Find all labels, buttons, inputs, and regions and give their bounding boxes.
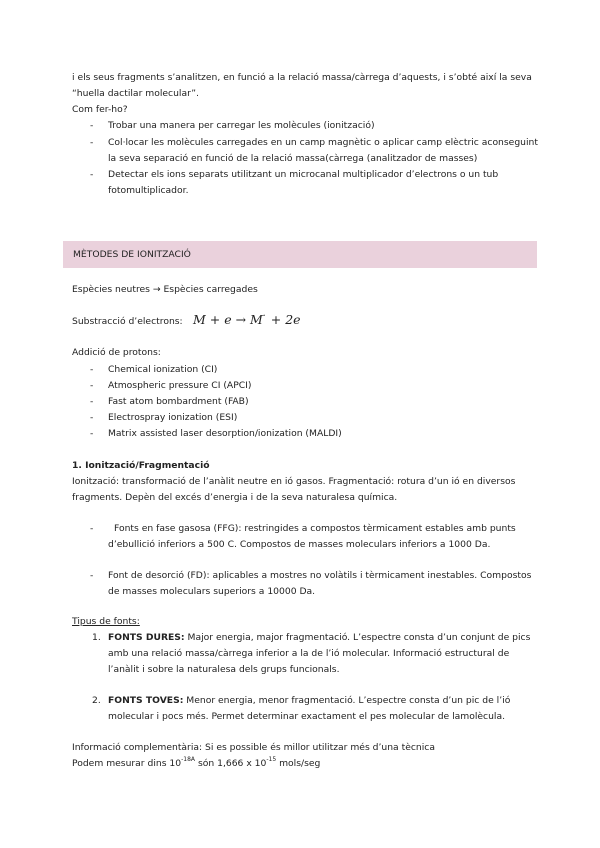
ionization-heading: 1. Ionització/Fragmentació [72,460,210,471]
list-dash: - [90,380,94,391]
fonts-heading: Tipus de fonts: [72,616,140,627]
hard-fonts-line-1: FONTS DURES: Major energia, major fragmentació. L’espectre consta d’un conjunt de pics [108,632,531,643]
list-item-continuation: la seva separació en funció de la relació massa(càrrega (analitzador de masses) [108,153,478,164]
list-dash: - [90,428,94,439]
list-dash: - [90,523,94,534]
hard-number: 1. [92,632,101,643]
list-item: Col·locar les molècules carregades en un camp magnètic o aplicar camp elèctric aconseguint [108,137,538,148]
list-item: Detectar els ions separats utilitzant un microcanal multiplicador d’electrons o un tub [108,169,499,180]
list-dash: - [90,412,94,423]
complementary-info: Informació complementària: Si es possible és millor utilitzar més d’una tècnica [72,742,435,753]
ionization-equation: M + e → M ̇ + 2e [193,312,301,327]
list-item: Electrospray ionization (ESI) [108,412,238,423]
protons-label: Addició de protons: [72,347,161,358]
ionization-para-2: fragments. Depèn del excés d’energia i de la seva naturalesa química. [72,492,398,503]
subtraction-label: Substracció d’electrons: [72,316,183,327]
list-item: Chemical ionization (CI) [108,364,218,375]
exponent: -18A [181,756,196,763]
section-title: MÈTODES DE IONITZACIÓ [73,249,191,260]
section-header [63,241,537,268]
ffg-line-1: Fonts en fase gasosa (FFG): restringides a compostos tèrmicament estables amb punts [114,523,516,534]
fd-line-2: de masses moleculars superiors a 10000 Da. [108,586,316,597]
list-item: Atmospheric pressure CI (APCI) [108,380,252,391]
list-dash: - [90,137,94,148]
intro-line-2: “huella dactilar molecular”. [72,88,199,99]
list-dash: - [90,169,94,180]
ionization-para-1: Ionització: transformació de l’anàlit neutre en ió gasos. Fragmentació: rotura d’un ió en diversos [72,476,516,487]
list-item: Fast atom bombardment (FAB) [108,396,249,407]
list-dash: - [90,396,94,407]
soft-fonts-label: FONTS TOVES: [108,695,184,706]
exponent: -15 [266,756,277,763]
how-question: Com fer-ho? [72,104,128,115]
list-item: Trobar una manera per carregar les molècules (ionització) [108,120,375,131]
soft-fonts-line-1: FONTS TOVES: Menor energia, menor fragmentació. L’espectre consta d’un pic de l’ió [108,695,511,706]
soft-number: 2. [92,695,101,706]
list-dash: - [90,570,94,581]
soft-fonts-line-2: molecular i pocs més. Permet determinar exactament el pes molecular de lamolècula. [108,711,506,722]
measurement-line: Podem mesurar dins $10^{-18A}$ són 1,666 x $10^{-15}$ mols/seg [72,756,321,769]
neutral-species-line: Espècies neutres → Espècies carregades [72,284,258,295]
ffg-line-2: d’ebullició inferiors a 500 C. Compostos de masses moleculars inferiors a 1000 Da. [108,539,491,550]
list-dash: - [90,120,94,131]
intro-line-1: i els seus fragments s’analitzen, en funció a la relació massa/càrrega d’aquests, i s’obté així la seva [72,72,532,83]
hard-fonts-line-2: amb una relació massa/càrrega inferior a la de l’ió molecular. Informació estructural de [108,648,510,659]
list-item: Matrix assisted laser desorption/ionization (MALDI) [108,428,342,439]
list-item-continuation: fotomultiplicador. [108,185,189,196]
hard-fonts-label: FONTS DURES: [108,632,185,643]
list-dash: - [90,364,94,375]
fd-line-1: Font de desorció (FD): aplicables a mostres no volàtils i tèrmicament inestables. Compostos [108,570,532,581]
hard-fonts-line-3: l’anàlit i sobre la naturalesa dels grups funcionals. [108,664,340,675]
